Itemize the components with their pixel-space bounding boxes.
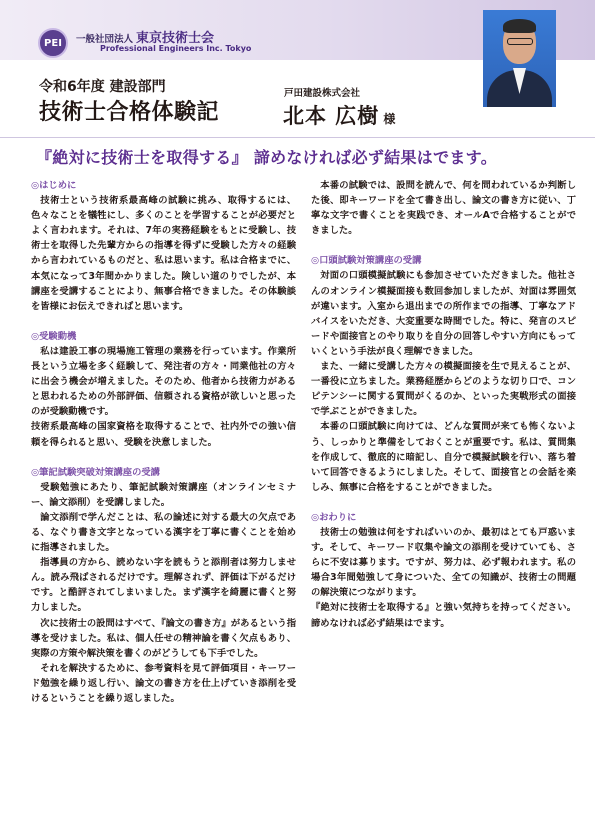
right-column: [311, 178, 576, 631]
left-column: [31, 178, 296, 706]
body-paragraph: また、一緒に受講した方々の模擬面接を生で見えることが、一番役に立ちました。業務経歴からどのような切り口で、コンピテンシーに関する質問がくるのか、といった実戦形式の面接で学ぶことができました。: [311, 361, 576, 418]
honorific: 様: [383, 112, 396, 126]
section-heading: ◎受験動機: [31, 330, 77, 342]
paragraph-gap: [311, 495, 576, 510]
body-paragraph: それを解決するために、参考資料を見て評価項目・キーワード勉強を繰り返し行い、論文の書き方を仕上げていき添削を受けるということを繰り返しました。: [31, 662, 296, 704]
author-name: 北本 広樹: [283, 104, 380, 128]
logo-text: PEI: [44, 37, 62, 49]
paragraph-gap: [311, 238, 576, 253]
body-paragraph: 本番の口頭試験に向けては、どんな質問が来ても怖くないよう、しっかりと準備をしておくことが重要です。私は、質問集を作成して、徹底的に暗記し、自分で模擬試験を行い、落ち着いて回答できるようにしました。そして、面接官との会話を楽しみ、無事に合格をすることができました。: [311, 421, 576, 493]
portrait-glasses: [507, 38, 533, 45]
section-heading: ◎筆記試験突破対策講座の受講: [31, 466, 160, 478]
section-heading: ◎口頭試験対策講座の受講: [311, 255, 422, 267]
company-name: 戸田建設株式会社: [284, 88, 361, 99]
body-paragraph: 受験勉強にあたり、筆記試験対策講座（オンラインセミナー、論文添削）を受講しました。: [31, 481, 296, 508]
body-paragraph: 技術士の勉強は何をすればいいのか、最初はとても戸惑います。そして、キーワード収集や論文の添削を受けていても、さらに不安は募ります。ですが、努力は、必ず報われます。私の場合3年間勉強して身についた、全ての知識が、技術士の問題の解決策につながります。: [311, 526, 576, 599]
body-paragraph: 技術系最高峰の国家資格を取得することで、社内外での強い信頼を得られると思い、受験を決意しました。: [31, 421, 296, 448]
org-prefix: 一般社団法人: [76, 34, 134, 45]
portrait-photo: [483, 10, 556, 107]
body-paragraph: 技術士という技術系最高峰の試験に挑み、取得するには、色々なことを犠牲にし、多くのことを学習することが必要だとよく言われます。それは、7年の実務経験をもとに受験し、技術士を取得した先輩方からの指導を得ずに受験した方々の経験から言われているものだと、私は思います。私は合格までに、本気になって3年間かかりました。険しい道のりでしたが、本講座を受講することにより、無事合格できました。その体験談を皆様にお伝えできればと思います。: [31, 195, 296, 312]
section-heading: ◎おわりに: [311, 511, 357, 523]
page-title: 技術士合格体験記: [39, 100, 220, 125]
org-logo-icon: [38, 28, 68, 58]
body-paragraph: 次に技術士の設問はすべて、『論文の書き方』があるという指導を受けました。私は、個人任せの精神論を書く欠点もあり、実際の方策や解決策を書くのがどうしても下手でした。: [31, 617, 296, 659]
paragraph-gap: [31, 314, 296, 329]
headline: 『絶対に技術士を取得する』 諦めなければ必ず結果はでます。: [36, 148, 497, 167]
body-paragraph: 対面の口頭模擬試験にも参加させていただきました。他社さんのオンライン模擬面接も数回参加しましたが、対面は雰囲気が違います。入室から退出までの所作までの指導、丁寧なアドバイスをいただき、大変重要な時間でした。特に、発言のスピードや面接官とのやり取りを自分の回答しやすい方向にもっていくという手法が良く理解できました。: [311, 270, 576, 357]
body-paragraph: 指導員の方から、読めない字を読もうと添削者は努力しません。読み飛ばされるだけです。理解されず、評価は下がるだけです。と酷評されてしまいました。まず漢字を綺麗に書くと努力しました。: [31, 557, 296, 614]
org-name: 東京技術士会: [136, 31, 215, 46]
body-paragraph: 私は建設工事の現場施工管理の業務を行っています。作業所長という立場を多く経験して、発注者の方々・同業他社の方々に出会う機会が増えました。そのため、他者から技術力があると思われるための外部評価、信頼される資格が欲しいと思ったのが受験動機です。: [31, 345, 296, 418]
org-english-name: Professional Engineers Inc. Tokyo: [100, 44, 252, 53]
portrait-hair: [503, 19, 536, 33]
paragraph-gap: [31, 450, 296, 465]
year-department: 令和6年度 建設部門: [39, 79, 166, 95]
section-heading: ◎はじめに: [31, 180, 77, 191]
body-paragraph: 論文添削で学んだことは、私の論述に対する最大の欠点である、なぐり書き文字となっている漢字を丁寧に書くことを始めに指導されました。: [31, 511, 296, 554]
divider: [0, 137, 595, 138]
body-paragraph: 本番の試験では、設問を読んで、何を問われているか判断した後、即キーワードを全て書き出し、論文の書き方に従い、丁寧な文字で書くことを実践でき、オールAで合格することができました。: [311, 180, 576, 237]
body-paragraph: 『絶対に技術士を取得する』と強い気持ちを持ってください。諦めなければ必ず結果はでます。: [311, 602, 576, 629]
author-name-line: [283, 100, 395, 130]
